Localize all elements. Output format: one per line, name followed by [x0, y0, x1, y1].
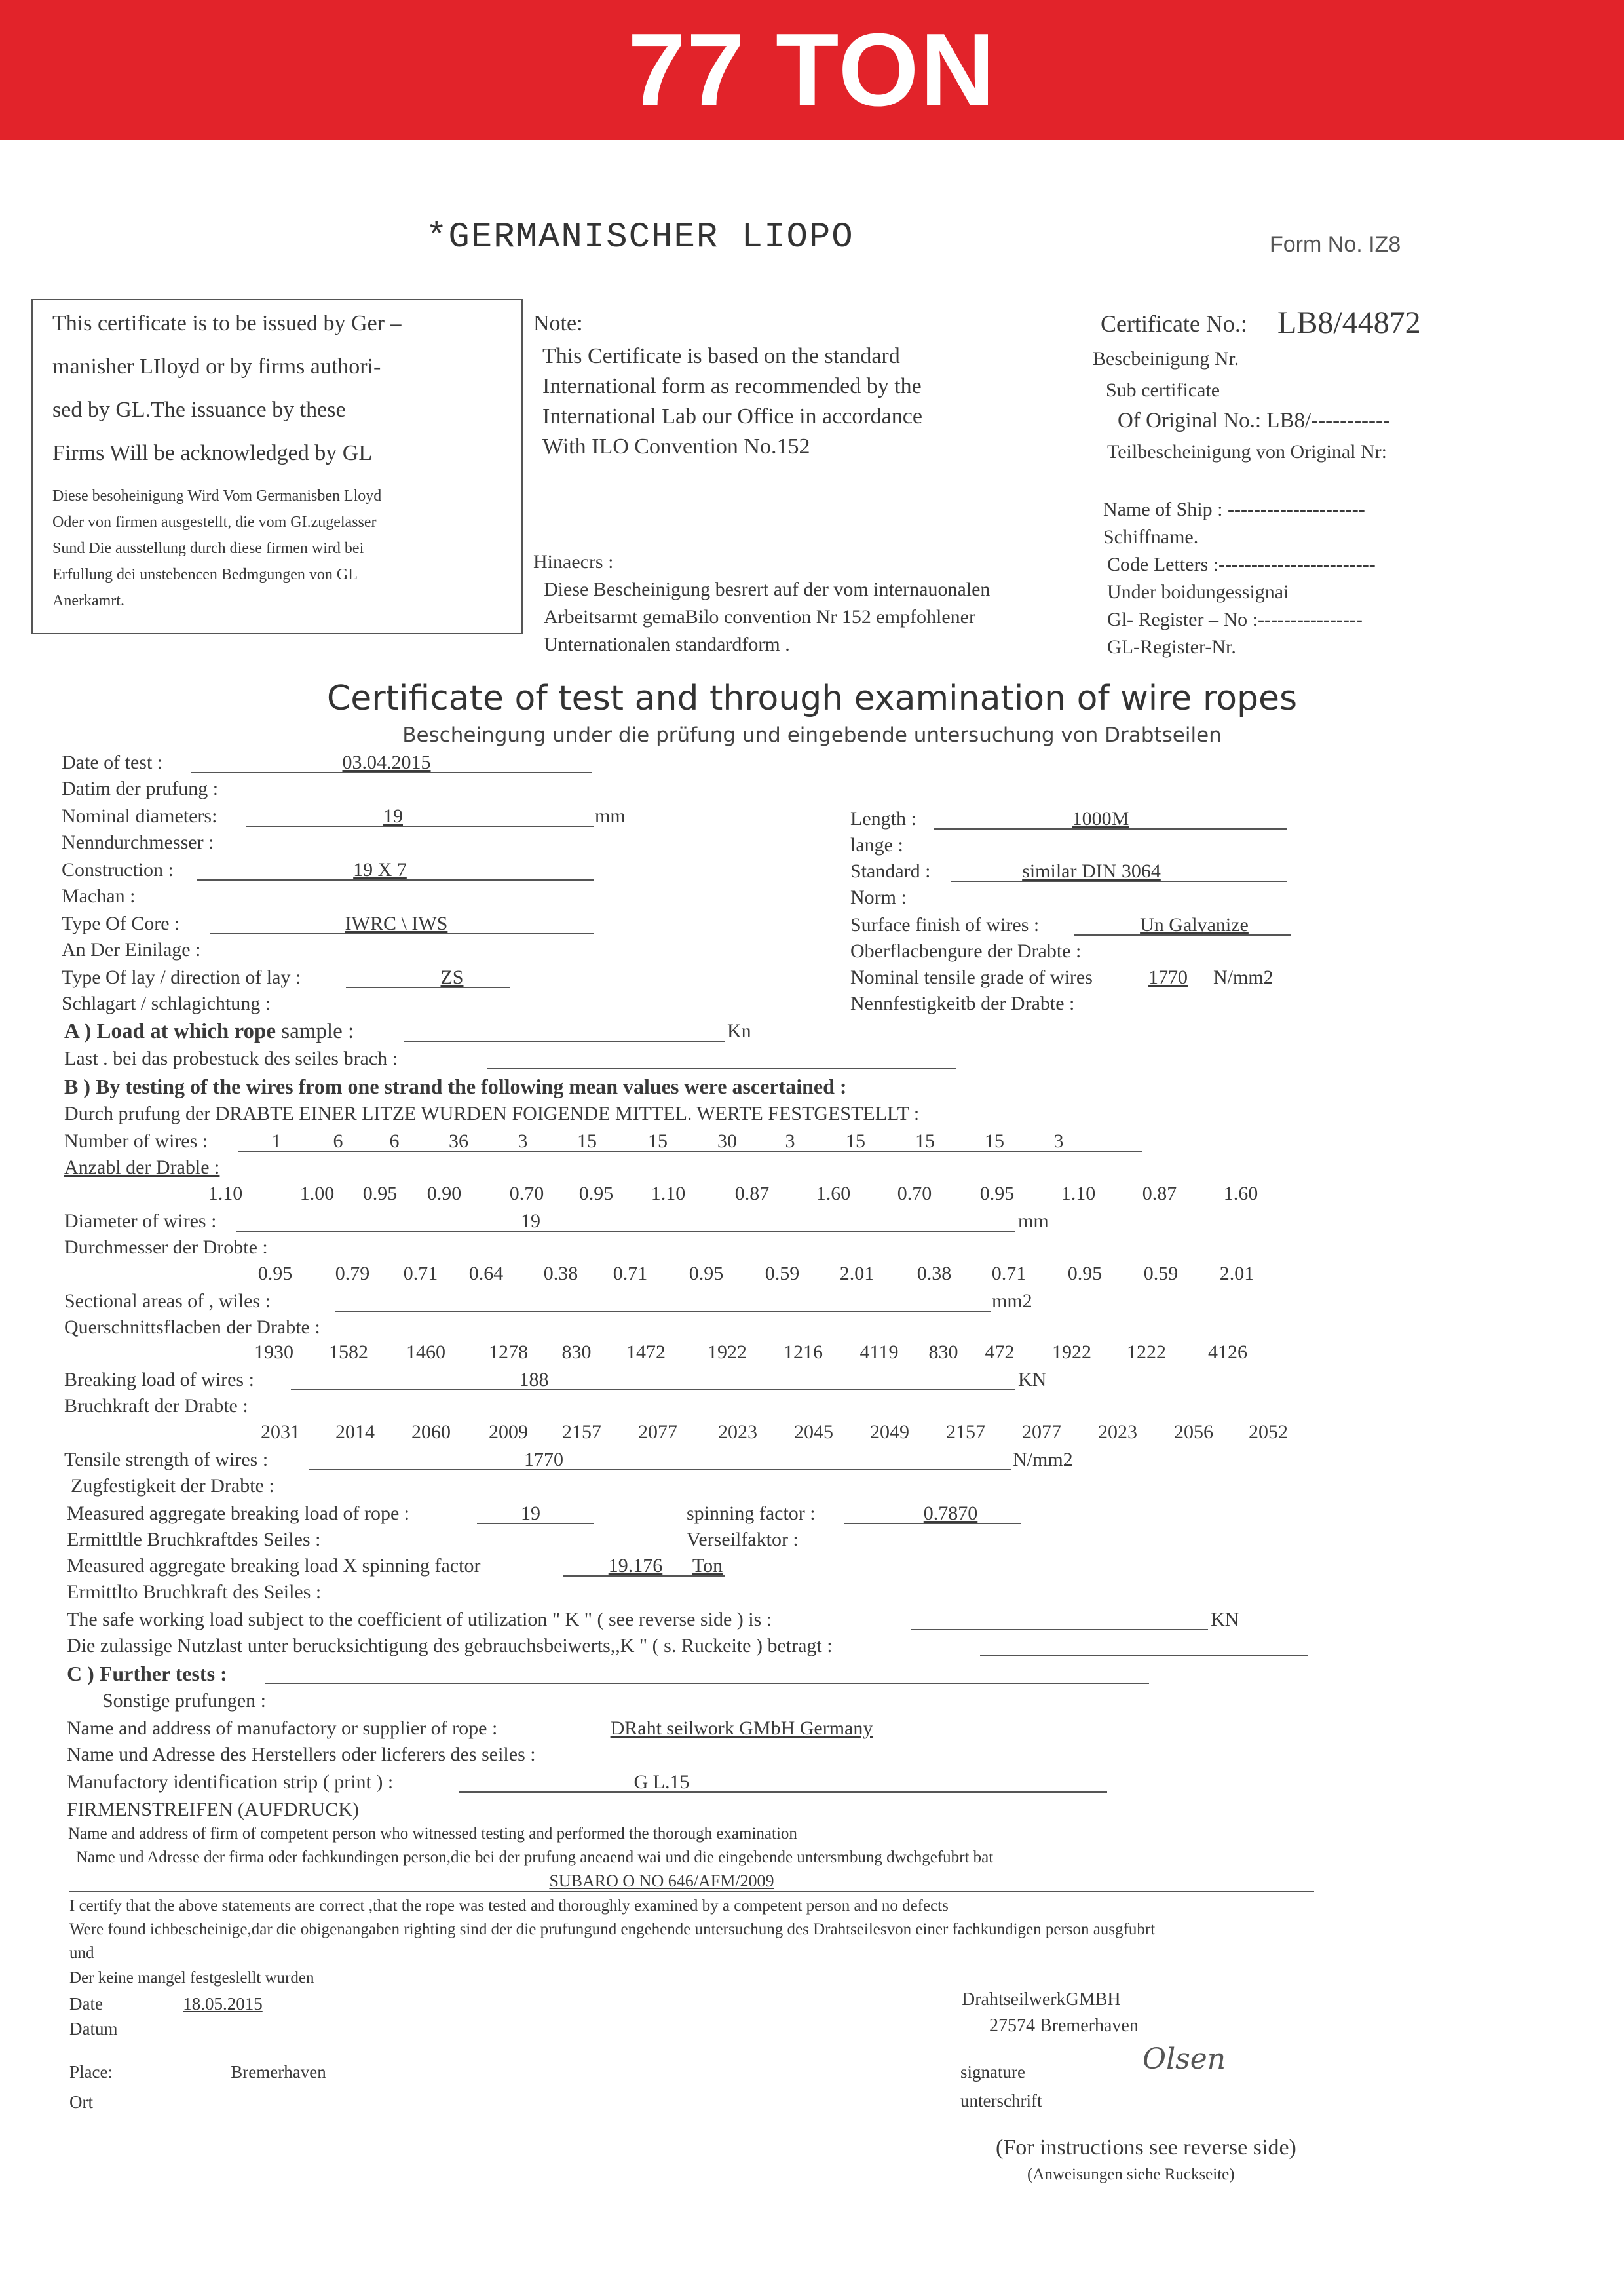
- manufacturer-de: Name und Adresse des Herstellers oder licferers des seiles :: [67, 1744, 536, 1765]
- sectional-area-unit: mm2: [992, 1290, 1032, 1312]
- r4-14: 4126: [1208, 1341, 1247, 1363]
- diameter-label: Diameter of wires :: [64, 1210, 217, 1232]
- r3-6: 0.71: [613, 1263, 648, 1284]
- standard-de: Norm :: [850, 887, 907, 908]
- spinning-factor-value: 0.7870: [923, 1502, 978, 1524]
- r2-6: 0.95: [578, 1183, 614, 1204]
- r5-13: 2056: [1174, 1421, 1213, 1443]
- r3-12: 0.95: [1067, 1263, 1103, 1284]
- diameter-de: Durchmesser der Drobte :: [64, 1236, 268, 1258]
- construction-value: 19 X 7: [353, 859, 407, 881]
- num-6: 15: [577, 1130, 597, 1152]
- r5-11: 2077: [1022, 1421, 1061, 1443]
- issuer-name: *GERMANISCHER LIOPO: [426, 218, 854, 258]
- instructions-note: (For instructions see reverse side): [996, 2135, 1296, 2160]
- r5-4: 2009: [489, 1421, 528, 1443]
- safe-working-load-de: Die zulassige Nutzlast unter berucksichtigung des gebrauchsbeiwerts,,K " ( s. Ruckeite ) betragt :: [67, 1635, 833, 1656]
- note-line-4: With ILO Convention No.152: [542, 434, 810, 459]
- r5-3: 2060: [411, 1421, 451, 1443]
- section-c-heading: C ) Further tests :: [67, 1662, 227, 1685]
- aggregate-x-spinning-unit: Ton: [692, 1555, 723, 1577]
- hinaecrs-line-1: Diese Bescheinigung besrert auf der vom internauonalen: [544, 579, 991, 600]
- construction-label: Construction :: [62, 859, 174, 881]
- footer-place-de: Ort: [69, 2092, 93, 2112]
- section-a-label: [64, 1020, 354, 1043]
- num-7: 15: [648, 1130, 668, 1152]
- hinaecrs-line-2: Arbeitsarmt gemaBilo convention Nr 152 empfohlener: [544, 606, 975, 628]
- date-of-test-value: 03.04.2015: [342, 752, 431, 773]
- r4-13: 1222: [1127, 1341, 1166, 1363]
- r3-3: 0.71: [403, 1263, 438, 1284]
- aggregate-x-spinning-de: Ermittlto Bruchkraft des Seiles :: [67, 1581, 322, 1603]
- footer-date-value: 18.05.2015: [183, 1994, 263, 2014]
- r5-9: 2049: [870, 1421, 909, 1443]
- identification-strip-value: G L.15: [633, 1771, 690, 1793]
- certify-line-4: Der keine mangel festgeslellt wurden: [69, 1969, 314, 1987]
- r3-5: 0.38: [543, 1263, 578, 1284]
- num-1: 1: [271, 1130, 282, 1152]
- r5-12: 2023: [1098, 1421, 1137, 1443]
- r2-11: 0.95: [979, 1183, 1015, 1204]
- r5-14: 2052: [1249, 1421, 1288, 1443]
- safe-working-load-unit: KN: [1211, 1609, 1239, 1630]
- note-line-2: International form as recommended by the: [542, 374, 922, 398]
- num-8: 30: [717, 1130, 737, 1152]
- r2-3: 0.95: [362, 1183, 398, 1204]
- num-10: 15: [846, 1130, 865, 1152]
- r4-9: 4119: [859, 1341, 899, 1363]
- instructions-note-de: (Anweisungen siehe Ruckseite): [1027, 2166, 1235, 2183]
- r2-2: 1.00: [299, 1183, 335, 1204]
- num-12: 15: [985, 1130, 1004, 1152]
- num-5: 3: [518, 1130, 528, 1152]
- r3-2: 0.79: [335, 1263, 370, 1284]
- cert-line-1: Bescbeinigung Nr.: [1093, 348, 1239, 370]
- r5-1: 2031: [261, 1421, 300, 1443]
- footer-date-de: Datum: [69, 2019, 118, 2038]
- r5-8: 2045: [794, 1421, 833, 1443]
- r5-6: 2077: [638, 1421, 677, 1443]
- note-line-1: This Certificate is based on the standard: [542, 344, 900, 368]
- r5-2: 2014: [335, 1421, 375, 1443]
- r4-10: 830: [928, 1341, 958, 1363]
- breaking-load-value: 188: [519, 1369, 549, 1390]
- r4-2: 1582: [329, 1341, 368, 1363]
- ship-line-5: Gl- Register – No :----------------: [1107, 609, 1363, 630]
- certify-line-3: und: [69, 1944, 94, 1962]
- certify-line-1: I certify that the above statements are correct ,that the rope was tested and thoroughly examined by a competent person and no defects: [69, 1897, 949, 1915]
- box-text-en-3: sed by GL.The issuance by these: [52, 398, 346, 422]
- safe-working-load-label: The safe working load subject to the coefficient of utilization " K " ( see reverse side ) is :: [67, 1609, 772, 1630]
- r2-5: 0.70: [509, 1183, 544, 1204]
- box-text-de-4: Erfullung dei unstebencen Bedmgungen von GL: [52, 566, 358, 583]
- num-9: 3: [785, 1130, 795, 1152]
- r4-7: 1922: [708, 1341, 747, 1363]
- num-11: 15: [915, 1130, 935, 1152]
- num-13: 3: [1053, 1130, 1064, 1152]
- r5-5: 2157: [562, 1421, 601, 1443]
- competent-person-label: Name and address of firm of competent person who witnessed testing and performed the thorough examination: [68, 1825, 797, 1843]
- manufacturer-value: DRaht seilwork GMbH Germany: [610, 1717, 873, 1739]
- tensile-grade-label: Nominal tensile grade of wires: [850, 966, 1093, 988]
- r2-12: 1.10: [1061, 1183, 1096, 1204]
- construction-de: Machan :: [62, 885, 136, 907]
- r4-8: 1216: [784, 1341, 823, 1363]
- note-label: Note:: [533, 311, 583, 335]
- tensile-strength-value: 1770: [524, 1449, 563, 1470]
- tensile-strength-label: Tensile strength of wires :: [64, 1449, 269, 1470]
- document-title: Certificate of test and through examination of wire ropes: [326, 679, 1298, 718]
- surface-finish-label: Surface finish of wires :: [850, 914, 1040, 936]
- surface-finish-de: Oberflacbengure der Drabte :: [850, 940, 1082, 962]
- type-of-core-label: Type Of Core :: [62, 913, 180, 934]
- num-2: 6: [333, 1130, 343, 1152]
- footer-date-label: Date: [69, 1994, 103, 2014]
- length-label: Length :: [850, 808, 916, 830]
- box-text-de-3: Sund Die ausstellung durch diese firmen wird bei: [52, 540, 364, 557]
- r2-4: 0.90: [426, 1183, 462, 1204]
- length-de: lange :: [850, 834, 903, 856]
- tensile-grade-value: 1770: [1148, 966, 1188, 988]
- section-a-de: Last . bei das probestuck des seiles brach :: [64, 1048, 398, 1069]
- section-b-heading: B ) By testing of the wires from one strand the following mean values were ascertained :: [64, 1075, 847, 1098]
- aggregate-load-de: Ermittltle Bruchkraftdes Seiles :: [67, 1529, 321, 1550]
- certify-line-2: Were found ichbescheinige,dar die obigenangaben righting sind der die prufungund engehende untersuchung des Drahtseilesvon einer fachkundigen person ausgfubrt: [69, 1921, 1156, 1938]
- type-of-core-de: An Der Einilage :: [62, 939, 201, 961]
- nominal-diameter-de: Nenndurchmesser :: [62, 832, 214, 853]
- r2-7: 1.10: [651, 1183, 686, 1204]
- number-of-wires-de: Anzabl der Drable :: [64, 1157, 220, 1178]
- section-c-de: Sonstige prufungen :: [102, 1690, 266, 1712]
- type-of-lay-value: ZS: [440, 966, 464, 988]
- diameter-value: 19: [521, 1210, 540, 1232]
- manufacturer-label: Name and address of manufactory or supplier of rope :: [67, 1717, 498, 1739]
- identification-strip-de: FIRMENSTREIFEN (AUFDRUCK): [67, 1799, 359, 1820]
- r2-14: 1.60: [1223, 1183, 1258, 1204]
- r4-4: 1278: [489, 1341, 528, 1363]
- r3-13: 0.59: [1143, 1263, 1179, 1284]
- hinaecrs-line-3: Unternationalen standardform .: [544, 634, 790, 655]
- tensile-grade-unit: N/mm2: [1213, 966, 1274, 988]
- signature: Olsen: [1142, 2042, 1226, 2076]
- r3-1: 0.95: [257, 1263, 293, 1284]
- r5-7: 2023: [718, 1421, 757, 1443]
- section-a-heading: A ) Load at which rope: [64, 1020, 276, 1043]
- r3-10: 0.38: [916, 1263, 952, 1284]
- num-4: 36: [449, 1130, 468, 1152]
- diameter-unit: mm: [1018, 1210, 1049, 1232]
- spinning-factor-label: spinning factor :: [687, 1502, 816, 1524]
- standard-label: Standard :: [850, 860, 931, 882]
- breaking-load-de: Bruchkraft der Drabte :: [64, 1395, 248, 1417]
- r3-4: 0.64: [468, 1263, 504, 1284]
- aggregate-load-label: Measured aggregate breaking load of rope :: [67, 1502, 410, 1524]
- signature-de: unterschrift: [960, 2091, 1042, 2111]
- box-text-en-4: Firms Will be acknowledged by GL: [52, 441, 373, 465]
- tensile-grade-de: Nennfestigkeitb der Drabte :: [850, 993, 1075, 1014]
- type-of-lay-de: Schlagart / schlagichtung :: [62, 993, 271, 1014]
- cert-line-4: Teilbescheinigung von Original Nr:: [1107, 441, 1387, 463]
- box-text-en-1: This certificate is to be issued by Ger –: [52, 311, 402, 335]
- competent-person-value: SUBARO O NO 646/AFM/2009: [549, 1871, 774, 1890]
- top-banner: [0, 0, 1624, 140]
- box-text-de-5: Anerkamrt.: [52, 592, 124, 609]
- date-of-test-label: Date of test :: [62, 752, 163, 773]
- r2-10: 0.70: [897, 1183, 932, 1204]
- box-text-en-2: manisher LIloyd or by firms authori-: [52, 354, 381, 379]
- company-address: 27574 Bremerhaven: [989, 2016, 1139, 2036]
- number-of-wires-label: Number of wires :: [64, 1130, 208, 1152]
- signature-label: signature: [960, 2062, 1025, 2082]
- aggregate-x-spinning-label: Measured aggregate breaking load X spinning factor: [67, 1555, 481, 1577]
- r4-1: 1930: [254, 1341, 293, 1363]
- box-text-de-2: Oder von firmen ausgestellt, die vom GI.zugelasser: [52, 514, 377, 531]
- ship-line-1: Name of Ship : ---------------------: [1103, 499, 1365, 520]
- section-b-de: Durch prufung der DRABTE EINER LITZE WURDEN FOIGENDE MITTEL. WERTE FESTGESTELLT :: [64, 1103, 920, 1124]
- r4-3: 1460: [406, 1341, 445, 1363]
- standard-value: similar DIN 3064: [1022, 860, 1161, 882]
- date-of-test-de: Datim der prufung :: [62, 778, 219, 799]
- section-a-unit: Kn: [727, 1020, 751, 1042]
- r3-9: 2.01: [839, 1263, 875, 1284]
- r2-13: 0.87: [1142, 1183, 1177, 1204]
- ship-line-3: Code Letters :------------------------: [1107, 554, 1376, 575]
- r4-11: 472: [985, 1341, 1015, 1363]
- certificate-no-value: LB8/44872: [1277, 305, 1421, 340]
- hinaecrs-label: Hinaecrs :: [533, 551, 614, 573]
- r5-10: 2157: [946, 1421, 985, 1443]
- competent-person-de: Name und Adresse der firma oder fachkundingen person,die bei der prufung aneaend wai und die eingebende untersmbung dwchgefubrt bat: [76, 1848, 994, 1866]
- sectional-area-de: Querschnittsflacben der Drabte :: [64, 1316, 320, 1338]
- length-value: 1000M: [1072, 808, 1129, 830]
- box-text-de-1: Diese besoheinigung Wird Vom Germanisben Lloyd: [52, 488, 382, 505]
- section-a-heading-cont: sample :: [276, 1020, 354, 1043]
- ship-line-4: Under boidungessignai: [1107, 581, 1289, 603]
- r2-9: 1.60: [816, 1183, 851, 1204]
- banner-text: 77 TON: [628, 12, 996, 128]
- ship-line-2: Schiffname.: [1103, 526, 1199, 548]
- document-subtitle: Bescheingung under die prüfung und eingebende untersuchung von Drabtseilen: [402, 723, 1222, 747]
- spinning-factor-de: Verseilfaktor :: [687, 1529, 799, 1550]
- r3-8: 0.59: [765, 1263, 800, 1284]
- certificate-no-label: Certificate No.:: [1101, 311, 1247, 337]
- r3-7: 0.95: [689, 1263, 724, 1284]
- type-of-core-value: IWRC \ IWS: [345, 913, 448, 934]
- tensile-strength-de: Zugfestigkeit der Drabte :: [71, 1475, 274, 1497]
- breaking-load-unit: KN: [1018, 1369, 1047, 1390]
- cert-line-3: Of Original No.: LB8/-----------: [1118, 409, 1391, 432]
- footer-place-label: Place:: [69, 2062, 113, 2082]
- breaking-load-label: Breaking load of wires :: [64, 1369, 254, 1390]
- type-of-lay-label: Type Of lay / direction of lay :: [62, 966, 301, 988]
- identification-strip-label: Manufactory identification strip ( print ) :: [67, 1771, 394, 1793]
- nominal-diameter-unit: mm: [595, 805, 626, 827]
- company-name: DrahtseilwerkGMBH: [962, 1989, 1121, 2010]
- surface-finish-value: Un Galvanize: [1140, 914, 1249, 936]
- r3-14: 2.01: [1219, 1263, 1255, 1284]
- aggregate-x-spinning-value: 19.176: [608, 1555, 663, 1577]
- footer-place-value: Bremerhaven: [231, 2062, 326, 2082]
- r2-8: 0.87: [734, 1183, 770, 1204]
- aggregate-load-value: 19: [521, 1502, 540, 1524]
- r3-11: 0.71: [991, 1263, 1027, 1284]
- num-3: 6: [389, 1130, 400, 1152]
- form-number: Form No. IZ8: [1270, 232, 1401, 257]
- ship-line-6: GL-Register-Nr.: [1107, 636, 1236, 658]
- r4-12: 1922: [1052, 1341, 1091, 1363]
- r2-1: 1.10: [208, 1183, 243, 1204]
- sectional-area-label: Sectional areas of , wiles :: [64, 1290, 271, 1312]
- tensile-strength-unit: N/mm2: [1013, 1449, 1073, 1470]
- note-line-3: International Lab our Office in accordance: [542, 404, 922, 429]
- nominal-diameter-label: Nominal diameters:: [62, 805, 217, 827]
- r4-6: 1472: [626, 1341, 666, 1363]
- r4-5: 830: [561, 1341, 592, 1363]
- nominal-diameter-value: 19: [383, 805, 403, 827]
- cert-line-2: Sub certificate: [1106, 379, 1220, 401]
